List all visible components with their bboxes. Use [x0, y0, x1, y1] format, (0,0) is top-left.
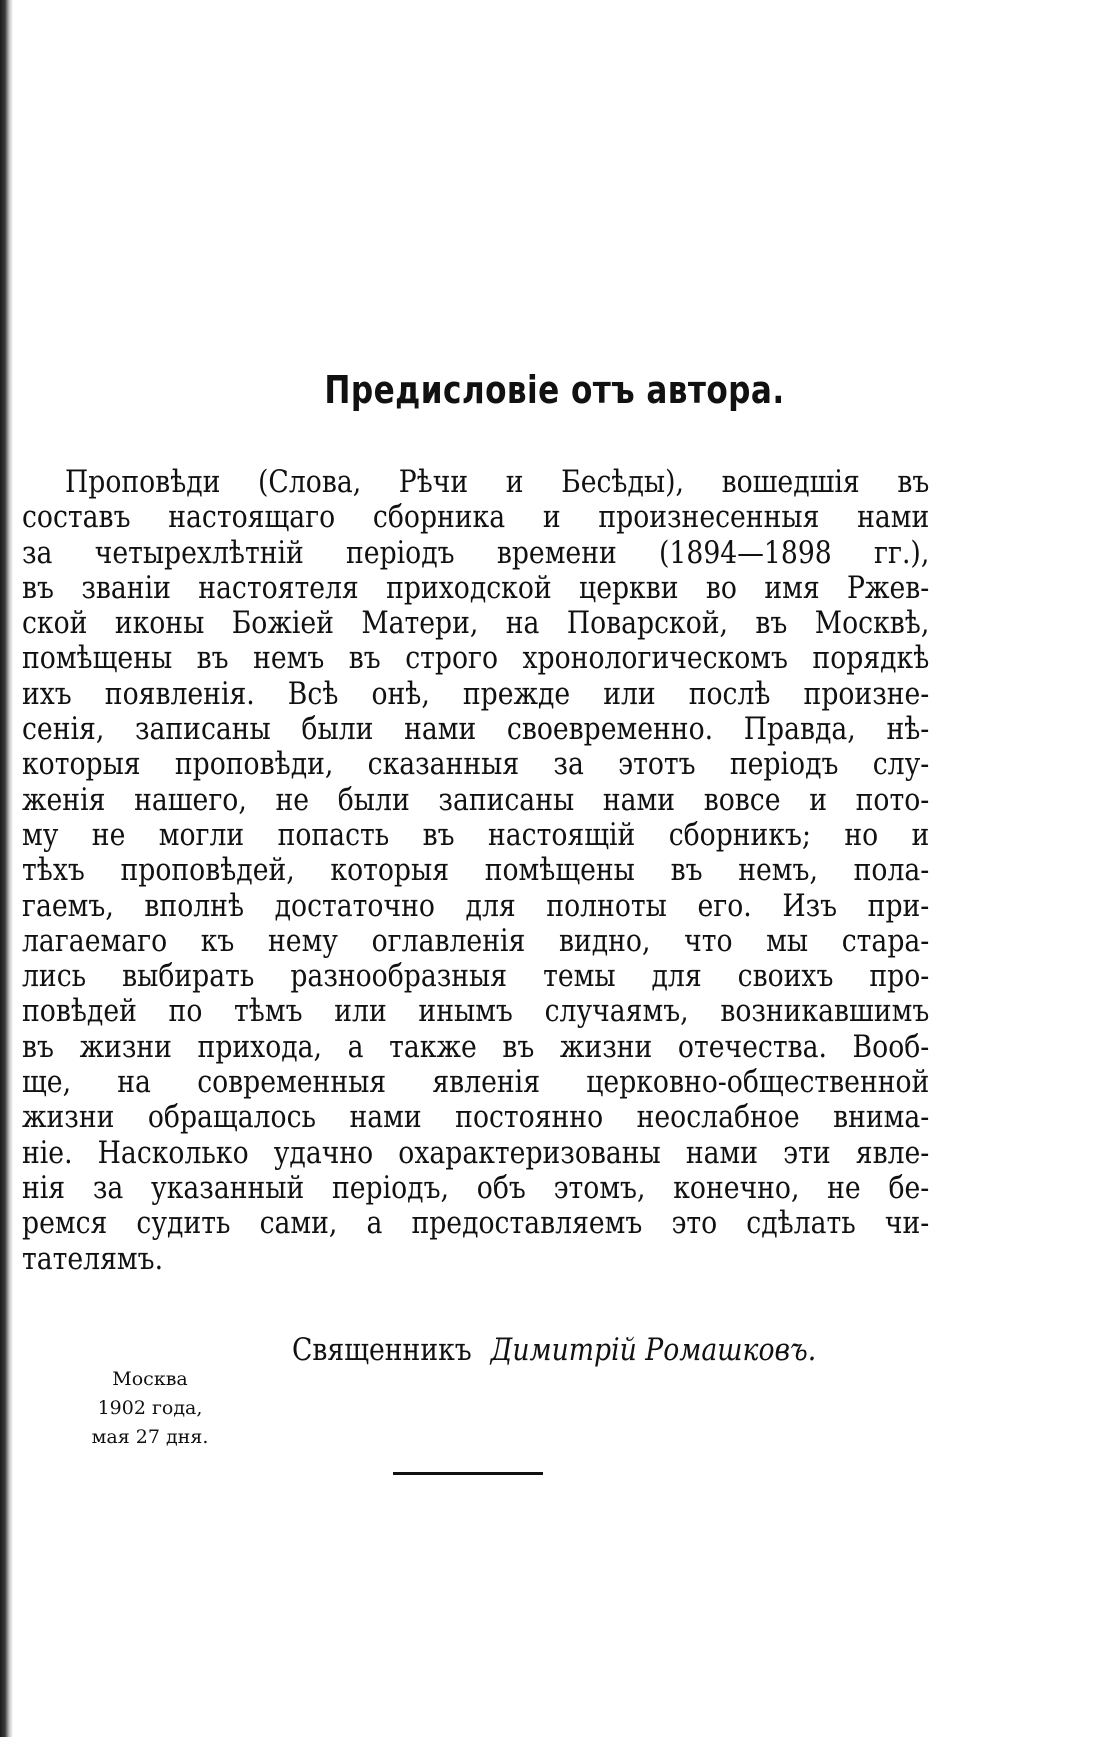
body-line: составъ настоящаго сборника и произнесенныя нами [22, 499, 930, 536]
body-line: ще, на современныя явленія церковно-общественной [22, 1064, 930, 1101]
body-line: нія за указанный періодъ, объ этомъ, конечно, не бе- [22, 1169, 930, 1206]
body-line: гаемъ, вполнѣ достаточно для полноты его. Изъ при- [22, 887, 930, 924]
body-line: которыя проповѣди, сказанныя за этотъ періодъ слу- [22, 746, 930, 783]
body-line: лись выбирать разнообразныя темы для своихъ про- [22, 958, 930, 995]
place-date-year: 1902 года, [97, 1397, 203, 1419]
signature [292, 1332, 816, 1368]
preface-body [22, 465, 930, 1277]
signature-name: Димитрій Ромашковъ. [490, 1332, 817, 1368]
place-date [50, 1365, 250, 1452]
signature-title: Священникъ [292, 1332, 472, 1368]
page-title: Предисловіе отъ автора. [324, 368, 785, 412]
body-line: сенія, записаны были нами своевременно. Правда, нѣ- [22, 711, 930, 748]
body-line: тателямъ. [22, 1240, 164, 1277]
body-line: лагаемаго къ нему оглавленія видно, что мы стара- [22, 922, 930, 959]
place-date-city: Москва [112, 1368, 188, 1390]
body-line: женія нашего, не были записаны нами вовсе и пото- [22, 781, 930, 818]
body-line: ремся судить сами, а предоставляемъ это сдѣлать чи- [22, 1205, 930, 1242]
body-line: повѣдей по тѣмъ или инымъ случаямъ, возникавшимъ [22, 993, 930, 1030]
page-binding-edge [0, 0, 13, 1737]
body-line: му не могли попасть въ настоящій сборникъ; но и [22, 816, 930, 853]
body-line: жизни обращалось нами постоянно неослабное внима- [22, 1099, 930, 1136]
body-line: за четырехлѣтній періодъ времени (1894—1898 гг.), [22, 534, 930, 571]
body-line: въ жизни прихода, а также въ жизни отечества. Вооб- [22, 1028, 930, 1065]
body-line: тѣхъ проповѣдей, которыя помѣщены въ немъ, пола- [22, 852, 930, 889]
body-line: ихъ появленія. Всѣ онѣ, прежде или послѣ произне- [22, 675, 930, 712]
body-line: Проповѣди (Слова, Рѣчи и Бесѣды), вошедшія въ [65, 464, 930, 500]
place-date-day: мая 27 дня. [91, 1426, 209, 1448]
body-line: ніе. Насколько удачно охарактеризованы нами эти явле- [22, 1134, 930, 1171]
body-line: въ званіи настоятеля приходской церкви во имя Ржев- [22, 569, 930, 606]
body-line: ской иконы Божіей Матери, на Поварской, въ Москвѣ, [22, 605, 930, 642]
body-line: помѣщены въ немъ въ строго хронологическомъ порядкѣ [22, 640, 930, 677]
closing-rule [393, 1472, 543, 1475]
